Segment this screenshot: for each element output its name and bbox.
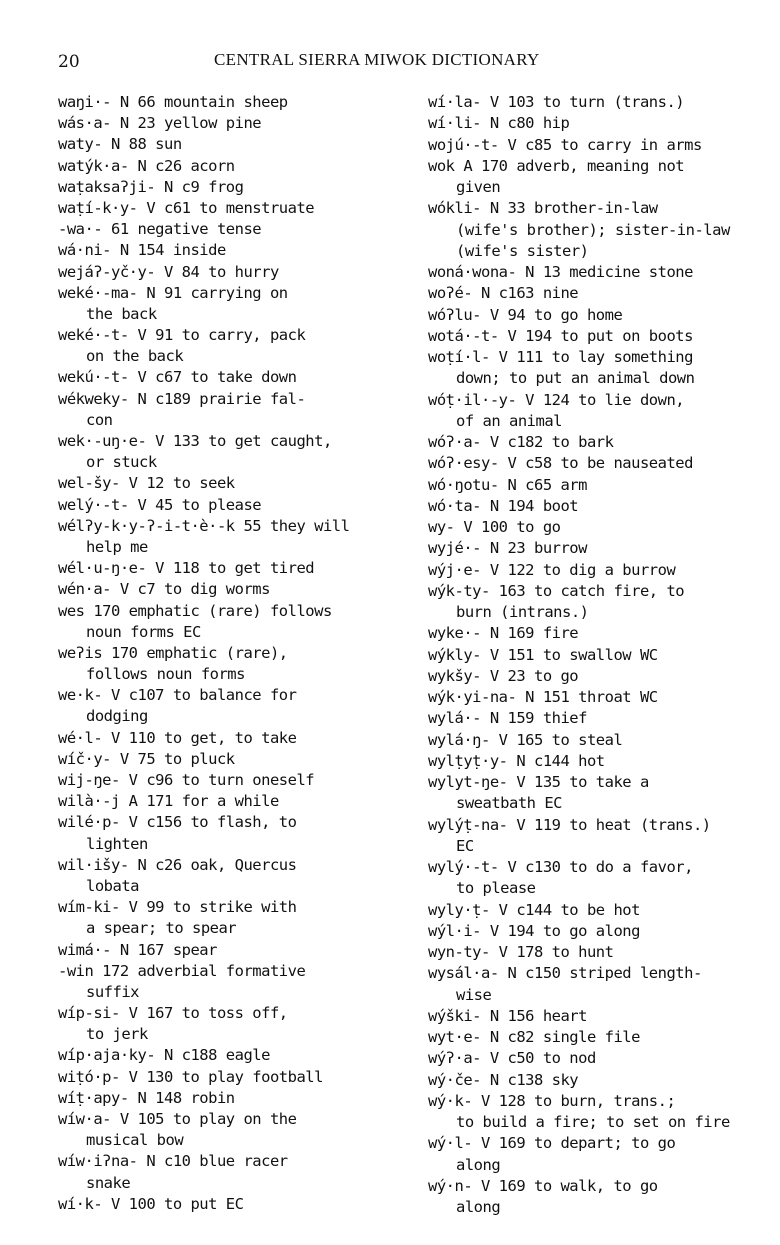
- dictionary-entry: wek·-uŋ·e- V 133 to get caught,: [58, 432, 332, 450]
- dictionary-entry: wý·l- V 169 to depart; to go: [428, 1134, 676, 1153]
- dictionary-entry: wóʔ·esy- V c58 to be nauseated: [428, 454, 693, 473]
- entry-continuation-line: noun forms EC: [86, 622, 201, 641]
- dictionary-entry: woṭí·l- V 111 to lay something: [428, 348, 693, 366]
- dictionary-entry: wíp-si- V 167 to toss off,: [58, 1004, 288, 1023]
- entry-continuation-line: help me: [86, 537, 148, 556]
- dictionary-entry: weké·-t- V 91 to carry, pack: [58, 326, 306, 345]
- dictionary-entry: wejáʔ-yč·y- V 84 to hurry: [58, 262, 279, 281]
- entry-continuation-line: (wife's sister): [456, 241, 589, 260]
- dictionary-entry: wím-ki- V 99 to strike with: [58, 898, 297, 917]
- entry-continuation-line: con: [86, 410, 113, 429]
- dictionary-entry: wý·če- N c138 sky: [428, 1070, 579, 1089]
- entry-continuation-line: to build a fire; to set on fire: [456, 1113, 730, 1131]
- dictionary-entry: wel-šy- V 12 to seek: [58, 474, 235, 493]
- dictionary-entry: wé·l- V 110 to get, to take: [58, 728, 297, 747]
- entry-continuation-line: along: [456, 1155, 501, 1174]
- dictionary-entry: wij-ŋe- V c96 to turn oneself: [58, 771, 315, 789]
- dictionary-entry: wíp·aja·ky- N c188 eagle: [58, 1046, 270, 1065]
- dictionary-entry: wylyt-ŋe- V 135 to take a: [428, 773, 649, 791]
- dictionary-entry: wykšy- V 23 to go: [428, 666, 579, 685]
- dictionary-entry: wy- V 100 to go: [428, 518, 561, 536]
- dictionary-entry: wiṭó·p- V 130 to play football: [58, 1067, 323, 1086]
- dictionary-entry: wíṭ·apy- N 148 robin: [58, 1088, 235, 1107]
- dictionary-entry: weké·-ma- N 91 carrying on: [58, 283, 288, 302]
- entry-continuation-line: or stuck: [86, 453, 157, 472]
- entry-continuation-line: a spear; to spear: [86, 919, 237, 938]
- dictionary-entry: wíw·iʔna- N c10 blue racer: [58, 1152, 288, 1171]
- entry-continuation-line: follows noun forms: [86, 665, 245, 684]
- dictionary-entry: woná·wona- N 13 medicine stone: [428, 263, 693, 281]
- left-column: [58, 92, 414, 1215]
- dictionary-entry: wylá·- N 159 thief: [428, 709, 587, 728]
- dictionary-entry: wyke·- N 169 fire: [428, 624, 579, 643]
- dictionary-entry: wókli- N 33 brother-in-law: [428, 199, 658, 218]
- dictionary-entry: woʔé- N c163 nine: [428, 284, 579, 303]
- entry-continuation-line: lobata: [86, 876, 139, 895]
- dictionary-entry: wýj·e- V 122 to dig a burrow: [428, 560, 676, 579]
- entry-continuation-line: burn (intrans.): [456, 603, 589, 621]
- dictionary-entry: -wa·- 61 negative tense: [58, 220, 262, 239]
- entry-continuation-line: snake: [86, 1173, 131, 1192]
- dictionary-entry: wylýṭ-na- V 119 to heat (trans.): [428, 815, 711, 834]
- dictionary-entry: we·k- V c107 to balance for: [58, 686, 297, 705]
- dictionary-entry: wí·k- V 100 to put EC: [58, 1194, 244, 1213]
- dictionary-entry: wó·ta- N 194 boot: [428, 496, 579, 515]
- page-number: 20: [58, 52, 80, 72]
- dictionary-entry: wylá·ŋ- V 165 to steal: [428, 730, 623, 749]
- dictionary-entry: wimá·- N 167 spear: [58, 940, 217, 959]
- dictionary-entry: wó·ŋotu- N c65 arm: [428, 475, 587, 494]
- dictionary-entry: wý·k- V 128 to burn, trans.;: [428, 1091, 676, 1110]
- dictionary-entry: wyn-ty- V 178 to hunt: [428, 943, 614, 961]
- dictionary-entry: wékweky- N c189 prairie fal-: [58, 389, 306, 408]
- entry-continuation-line: musical bow: [86, 1131, 184, 1150]
- dictionary-entry: wýl·i- V 194 to go along: [428, 921, 640, 940]
- dictionary-entry: wén·a- V c7 to dig worms: [58, 580, 270, 599]
- dictionary-entry: wí·li- N c80 hip: [428, 114, 570, 133]
- dictionary-entry: waŋi·- N 66 mountain sheep: [58, 93, 288, 111]
- dictionary-entry: wojú·-t- V c85 to carry in arms: [428, 135, 702, 154]
- dictionary-entry: wýk·yi-na- N 151 throat WC: [428, 688, 658, 706]
- dictionary-entry: wotá·-t- V 194 to put on boots: [428, 326, 693, 345]
- dictionary-entry: wyjé·- N 23 burrow: [428, 539, 587, 558]
- dictionary-entry: wíw·a- V 105 to play on the: [58, 1110, 297, 1128]
- dictionary-entry: wylṭyṭ·y- N c144 hot: [428, 751, 605, 770]
- dictionary-entry: wíč·y- V 75 to pluck: [58, 749, 235, 768]
- dictionary-entry: wekú·-t- V c67 to take down: [58, 368, 297, 387]
- dictionary-entry: wý·n- V 169 to walk, to go: [428, 1176, 658, 1195]
- dictionary-entry: wilé·p- V c156 to flash, to: [58, 813, 297, 832]
- entry-continuation-line: the back: [86, 304, 157, 323]
- dictionary-entry: waṭaksaʔji- N c9 frog: [58, 177, 244, 196]
- entry-continuation-line: wise: [456, 985, 492, 1004]
- dictionary-entry: welý·-t- V 45 to please: [58, 495, 262, 514]
- dictionary-entry: wylý·-t- V c130 to do a favor,: [428, 858, 693, 876]
- dictionary-entry: wýkly- V 151 to swallow WC: [428, 645, 658, 664]
- dictionary-entry: wóʔlu- V 94 to go home: [428, 305, 623, 324]
- dictionary-entry: wél·u-ŋ·e- V 118 to get tired: [58, 559, 315, 578]
- dictionary-entry: waty- N 88 sun: [58, 135, 182, 154]
- dictionary-entry: wás·a- N 23 yellow pine: [58, 114, 262, 133]
- page-title: CENTRAL SIERRA MIWOK DICTIONARY: [214, 50, 540, 69]
- dictionary-entry: wilà·-j A 171 for a while: [58, 792, 279, 811]
- dictionary-entry: wí·la- V 103 to turn (trans.): [428, 93, 685, 111]
- dictionary-entry: wýʔ·a- V c50 to nod: [428, 1049, 596, 1068]
- dictionary-entry: wil·išy- N c26 oak, Quercus: [58, 855, 297, 874]
- dictionary-entry: waṭí-k·y- V c61 to menstruate: [58, 198, 315, 217]
- dictionary-entry: wok A 170 adverb, meaning not: [428, 156, 685, 175]
- dictionary-entry: weʔis 170 emphatic (rare),: [58, 643, 288, 662]
- entry-continuation-line: down; to put an animal down: [456, 369, 695, 388]
- entry-continuation-line: (wife's brother); sister-in-law: [456, 220, 730, 239]
- page-header: [0, 44, 780, 74]
- entry-continuation-line: to jerk: [86, 1025, 148, 1044]
- dictionary-entry: wóʔ·a- V c182 to bark: [428, 433, 614, 451]
- dictionary-entry: wýški- N 156 heart: [428, 1006, 587, 1025]
- entry-continuation-line: along: [456, 1198, 501, 1216]
- dictionary-entry: wysál·a- N c150 striped length-: [428, 964, 702, 983]
- entry-continuation-line: on the back: [86, 347, 184, 366]
- entry-continuation-line: lighten: [86, 834, 148, 853]
- dictionary-entry: wyt·e- N c82 single file: [428, 1028, 640, 1046]
- dictionary-entry: wóṭ·il·-y- V 124 to lie down,: [428, 390, 685, 409]
- entry-continuation-line: sweatbath EC: [456, 794, 562, 813]
- dictionary-entry: wá·ni- N 154 inside: [58, 241, 226, 260]
- entry-continuation-line: dodging: [86, 707, 148, 726]
- entry-continuation-line: given: [456, 178, 501, 196]
- dictionary-entry: -win 172 adverbial formative: [58, 961, 306, 980]
- dictionary-entry: wýk-ty- 163 to catch fire, to: [428, 581, 685, 600]
- entry-continuation-line: to please: [456, 879, 536, 898]
- entry-continuation-line: suffix: [86, 982, 139, 1001]
- entry-continuation-line: of an animal: [456, 411, 562, 430]
- dictionary-entry: wélʔy-k·y-ʔ-i-t·è·-k 55 they will: [58, 516, 350, 535]
- dictionary-entry: watýk·a- N c26 acorn: [58, 156, 235, 175]
- dictionary-entry: wyly·ṭ- V c144 to be hot: [428, 900, 640, 919]
- entry-continuation-line: EC: [456, 836, 474, 855]
- right-column: [428, 92, 778, 1218]
- dictionary-entry: wes 170 emphatic (rare) follows: [58, 601, 332, 620]
